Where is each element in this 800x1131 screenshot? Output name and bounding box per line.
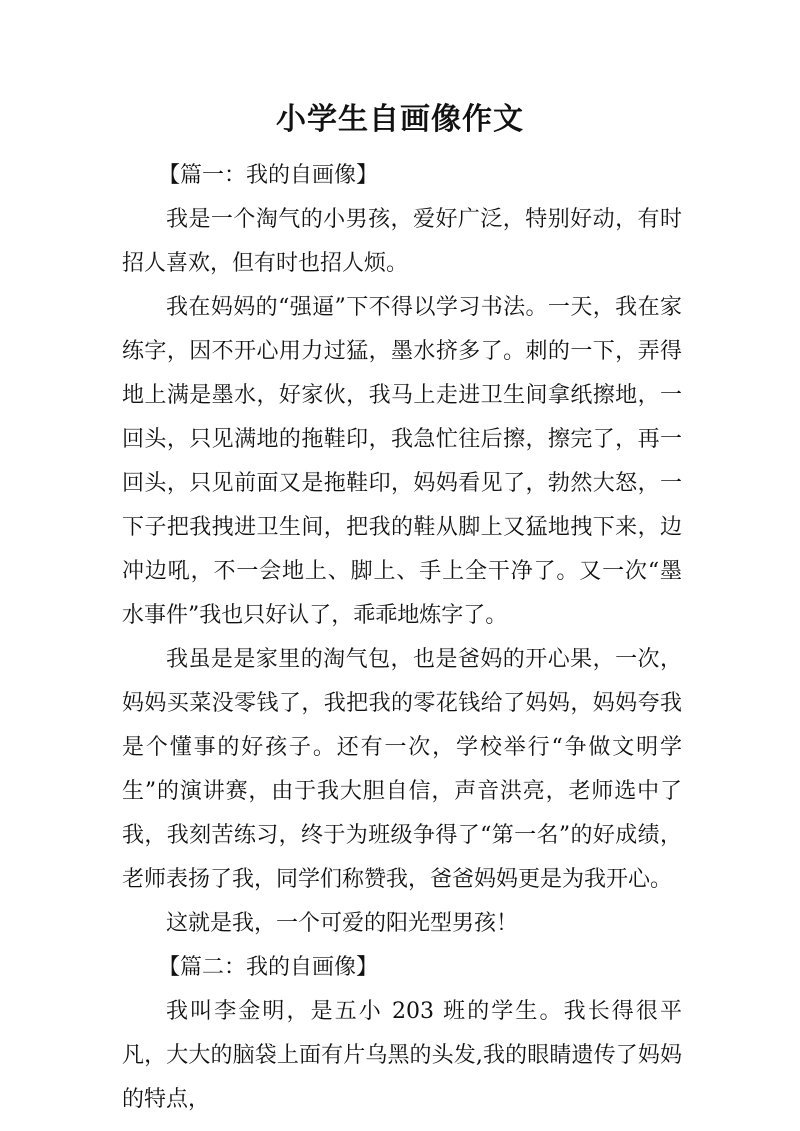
section-2 [122,946,682,1122]
section-heading: 【篇二：我的自画像】 [158,955,379,980]
paragraph: 我是一个淘气的小男孩，爱好广泛，特别好动，有时招人喜欢，但有时也招人烦。 [122,207,682,276]
paragraph: 这就是我，一个可爱的阳光型男孩！ [166,911,519,936]
paragraph: 我虽是是家里的淘气包，也是爸妈的开心果，一次，妈妈买菜没零钱了，我把我的零花钱给了妈妈，妈妈夸我是个懂事的好孩子。还有一次，学校举行“争做文明学生”的演讲赛，由于我大胆自信，声音洪亮，老师选中了我，我刻苦练习，终于为班级争得了“第一名”的好成绩，老师表扬了我，同学们称赞我，爸爸妈妈更是为我开心。 [122,647,682,892]
document-body [122,154,682,1122]
section-heading: 【篇一：我的自画像】 [158,163,379,188]
section-1 [122,154,682,946]
paragraph: 我叫李金明，是五小 203 班的学生。我长得很平凡，大大的脑袋上面有片乌黑的头发,我的眼睛遗传了妈妈的特点， [122,999,682,1112]
document-title: 小学生自画像作文 [276,102,524,137]
paragraph: 我在妈妈的“强逼”下不得以学习书法。一天，我在家练字，因不开心用力过猛，墨水挤多了。刺的一下，弄得地上满是墨水，好家伙，我马上走进卫生间拿纸擦地，一回头，只见满地的拖鞋印，我急忙往后擦，擦完了，再一回头，只见前面又是拖鞋印，妈妈看见了，勃然大怒，一下子把我拽进卫生间，把我的鞋从脚上又猛地拽下来，边冲边吼，不一会地上、脚上、手上全干净了。又一次“墨水事件”我也只好认了，乖乖地炼字了。 [122,295,682,628]
